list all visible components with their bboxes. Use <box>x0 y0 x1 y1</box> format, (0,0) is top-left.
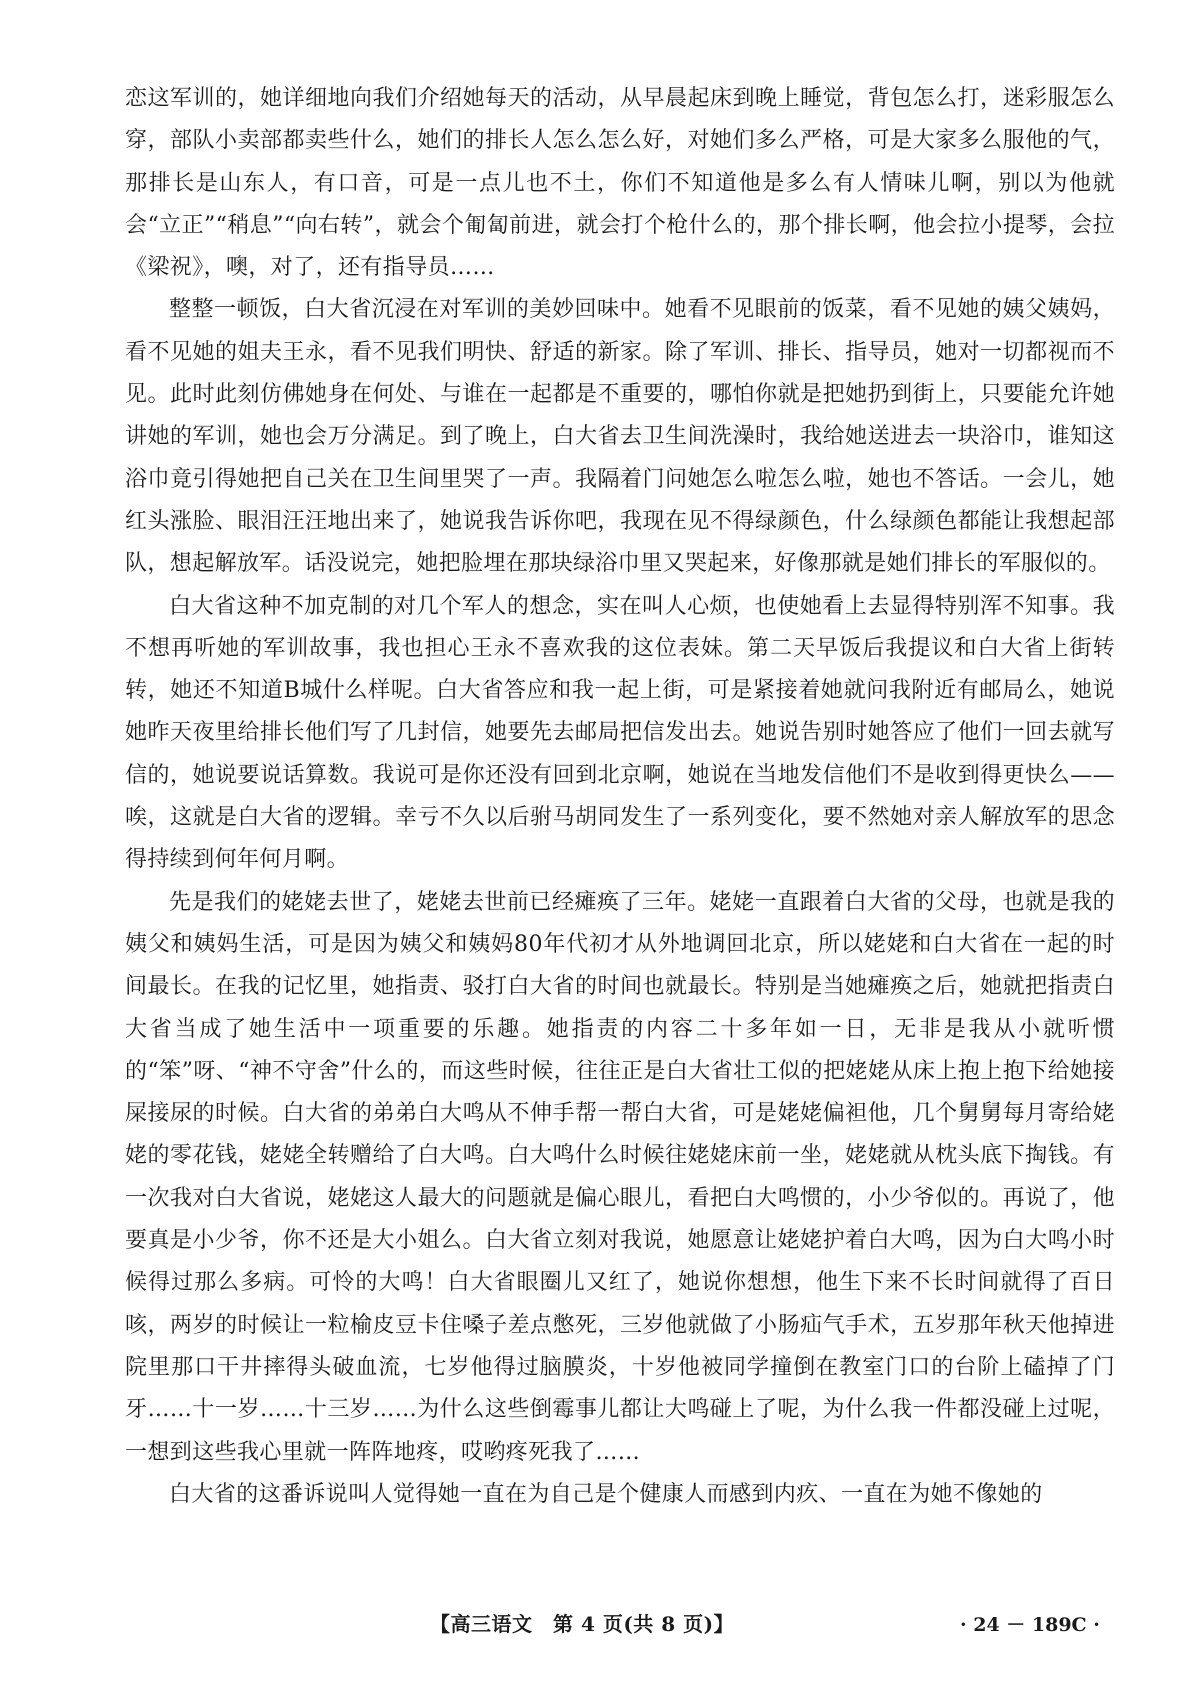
page-number-label: 【高三语文 第 4 页(共 8 页)】 <box>430 1612 735 1636</box>
paragraph-5: 白大省的这番诉说叫人觉得她一直在为自己是个健康人而感到内疚、一直在为她不像她的 <box>169 1481 1043 1507</box>
paragraph-2: 整整一顿饭，白大省沉浸在对军训的美妙回味中。她看不见眼前的饭菜，看不见她的姨父姨妈，看不见她的姐夫王永，看不见我们明快、舒适的新家。除了军训、排长、指导员，她对一切都视而不见。此时此刻仿佛她身在何处、与谁在一起都是不重要的，哪怕你就是把她扔到街上，只要能允许她讲她的军训，她也会万分满足。到了晚上，白大省去卫生间洗澡时，我给她送进去一块浴巾，谁知这浴巾竟引得她把自己关在卫生间里哭了一声。我隔着门问她怎么啦怎么啦，她也不答话。一会儿，她红头涨脸、眼泪汪汪地出来了，她说我告诉你吧，我现在见不得绿颜色，什么绿颜色都能让我想起部队，想起解放军。话没说完，她把脸埋在那块绿浴巾里又哭起来，好像那就是她们排长的军服似的。 <box>125 297 1115 577</box>
paragraph-4: 先是我们的姥姥去世了，姥姥去世前已经瘫痪了三年。姥姥一直跟着白大省的父母，也就是我的姨父和姨妈生活，可是因为姨父和姨妈80年代初才从外地调回北京，所以姥姥和白大省在一起的时间最长。在我的记忆里，她指责、驳打白大省的时间也就最长。特别是当她瘫痪之后，她就把指责白大省当成了她生活中一项重要的乐趣。她指责的内容二十多年如一日，无非是我从小就听惯的“笨”呀、“神不守舍”什么的，而这些时候，往往正是白大省壮工似的把姥姥从床上抱上抱下给她接屎接尿的时候。白大省的弟弟白大鸣从不伸手帮一帮白大省，可是姥姥偏袒他，几个舅舅每月寄给姥姥的零花钱，姥姥全转赠给了白大鸣。白大鸣什么时候往姥姥床前一坐，姥姥就从枕头底下掏钱。有一次我对白大省说，姥姥这人最大的问题就是偏心眼儿，看把白大鸣惯的，小少爷似的。再说了，他要真是小少爷，你不还是大小姐么。白大省立刻对我说，她愿意让姥姥护着白大鸣，因为白大鸣小时候得过那么多病。可怜的大鸣！白大省眼圈儿又红了，她说你想想，他生下来不长时间就得了百日咳，两岁的时候让一粒榆皮豆卡住嗓子差点憋死，三岁他就做了小肠疝气手术，五岁那年秋天他掉进院里那口干井摔得头破血流，七岁他得过脑膜炎，十岁他被同学撞倒在教室门口的台阶上磕掉了门牙……十一岁……十三岁……为什么这些倒霉事儿都让大鸣碰上了呢，为什么我一件都没碰上过呢，一想到这些我心里就一阵阵地疼，哎哟疼死我了…… <box>125 889 1115 1465</box>
page-footer <box>0 1608 1200 1644</box>
exam-code: · 24 － 189C · <box>960 1614 1100 1636</box>
article-body <box>125 78 1115 1516</box>
paragraph-3: 白大省这种不加克制的对几个军人的想念，实在叫人心烦，也使她看上去显得特别浑不知事。我不想再听她的军训故事，我也担心王永不喜欢我的这位表妹。第二天早饭后我提议和白大省上街转转，她还不知道B城什么样呢。白大省答应和我一起上街，可是紧接着她就问我附近有邮局么，她说她昨天夜里给排长他们写了几封信，她要先去邮局把信发出去。她说告别时她答应了他们一回去就写信的，她说要说话算数。我说可是你还没有回到北京啊，她说在当地发信他们不是收到得更快么——唉，这就是白大省的逻辑。幸亏不久以后驸马胡同发生了一系列变化，要不然她对亲人解放军的思念得持续到何年何月啊。 <box>125 593 1115 873</box>
paragraph-1: 恋这军训的，她详细地向我们介绍她每天的活动，从早晨起床到晚上睡觉，背包怎么打，迷彩服怎么穿，部队小卖部都卖些什么，她们的排长人怎么怎么好，对她们多么严格，可是大家多么服他的气，那排长是山东人，有口音，可是一点儿也不土，你们不知道他是多么有人情味儿啊，别以为他就会“立正”“稍息”“向右转”，就会个匍匐前进，就会打个枪什么的，那个排长啊，他会拉小提琴，会拉《梁祝》，噢，对了，还有指导员…… <box>125 86 1115 281</box>
